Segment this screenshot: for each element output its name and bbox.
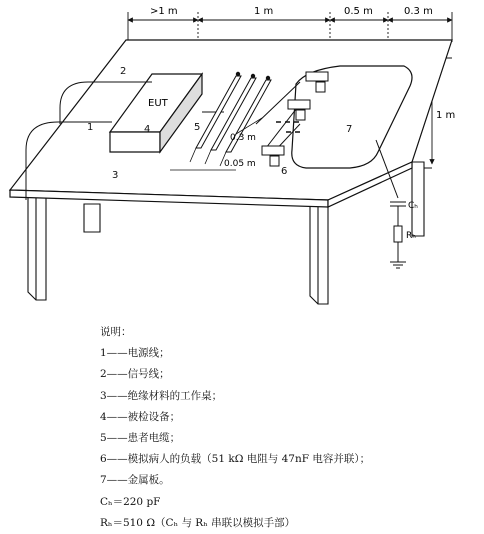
- ref-5: 5: [194, 122, 201, 133]
- ref-4: 4: [144, 124, 151, 135]
- dim-0-3m-top: 0.3 m: [404, 6, 433, 17]
- ref-3: 3: [112, 170, 119, 181]
- legend-item: 2——信号线；: [100, 368, 170, 381]
- dim-0-05m: 0.05 m: [224, 159, 256, 169]
- rh-label: Rₕ: [406, 231, 416, 241]
- legend-item: 7——金属板。: [100, 474, 170, 487]
- ref-2: 2: [120, 66, 127, 77]
- legend-item: 4——被检设备；: [100, 410, 181, 423]
- eut-label: EUT: [148, 98, 168, 109]
- ch-label: Cₕ: [408, 201, 418, 211]
- legend-item-ch: Cₕ＝220 pF: [100, 495, 161, 508]
- dim-gt-1m: >1 m: [150, 6, 178, 17]
- legend-item: 1——电源线；: [100, 347, 170, 360]
- ref-6: 6: [281, 166, 288, 177]
- legend-item: 6——模拟病人的负载（51 kΩ 电阻与 47nF 电容并联）；: [100, 453, 371, 466]
- legend-title: 说明：: [100, 326, 132, 338]
- dim-0-3m-spacing: 0.3 m: [230, 133, 256, 143]
- legend-item: 5——患者电缆；: [100, 431, 181, 444]
- ref-7: 7: [346, 124, 353, 135]
- dim-0-5m: 0.5 m: [344, 6, 373, 17]
- legend-item-rh: Rₕ＝510 Ω（Cₕ 与 Rₕ 串联以模拟手部）: [100, 516, 296, 529]
- legend: [100, 322, 480, 534]
- dim-1m: 1 m: [254, 6, 274, 17]
- dim-side-1m: 1 m: [436, 110, 456, 121]
- ref-1: 1: [87, 122, 94, 133]
- legend-item: 3——绝缘材料的工作桌；: [100, 389, 223, 402]
